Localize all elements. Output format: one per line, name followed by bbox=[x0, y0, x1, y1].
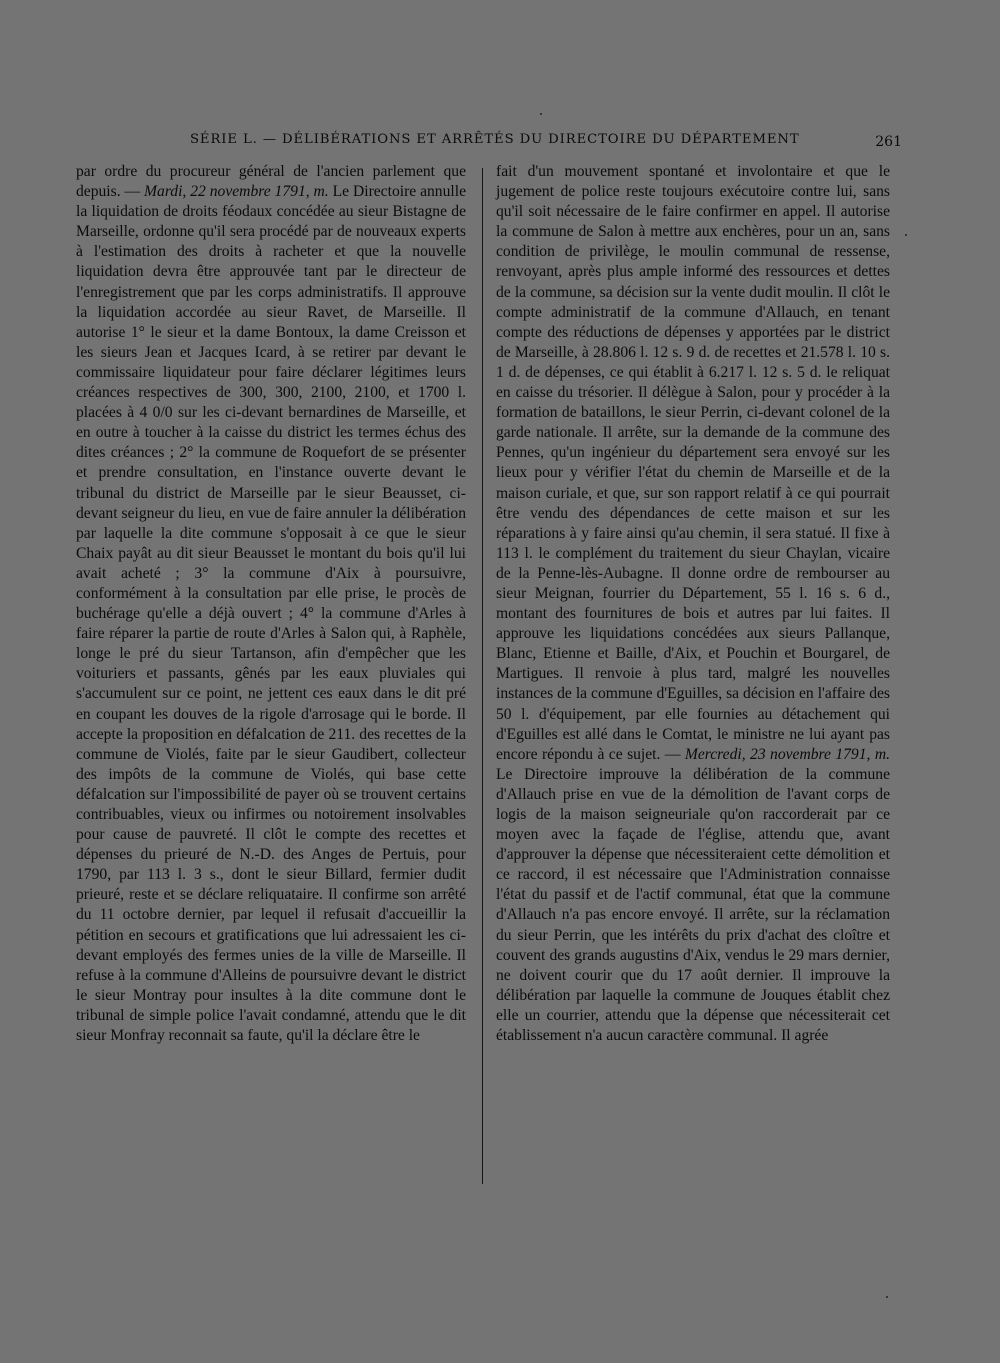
right-text-rest: Le Directoire improuve la délibération de la commune d'Allauch prise en vue de la démolition de l'avant corps de logis de la maison seigneuriale qu'on raccorderait par ce moyen avec la façade de l'église, attendu que, avant d'approuver la dépense que nécessiteraient cette démolition et ce raccord, il est nécessaire que l'Administration connaisse l'état du passif et de l'actif communal, état que la commune d'Allauch n'a pas encore envoyé. Il arrête, sur la réclamation du sieur Perrin, que les intérêts du prix d'achat des cloître et couvent des grands augustins d'Aix, vendus le 29 mars dernier, ne doivent courir que du 17 août dernier. Il improuve la délibération par laquelle la commune de Jouques établit chez elle un courrier, attendu que la dépense que nécessiterait cet établissement n'a aucun caractère communal. Il agrée bbox=[496, 765, 890, 1045]
left-date: Mardi, 22 novembre 1791, m. bbox=[144, 183, 329, 201]
left-paragraph bbox=[76, 162, 466, 1046]
right-paragraph bbox=[496, 162, 890, 1046]
page-number: 261 bbox=[875, 134, 902, 150]
left-text-rest: Le Directoire annulle la liquidation de droits féodaux concédée au sieur Bistagne de Marseille, ordonne qu'il sera procédé par de nouveaux experts à l'estimation des droits à racheter et que la nouvelle liquidation devra être approuvée tant par le directeur de l'enregistrement que par les corps administratifs. Il approuve la liquidation accordée au sieur Ravet, de Marseille. Il autorise 1° le sieur et la dame Bontoux, la dame Creisson et les sieurs Jean et Jacques Icard, à se retirer par devant le commissaire liquidateur pour faire déclarer légitimes leurs créances respectives de 300, 300, 2100, 2100, et 1700 l. placées à 4 0/0 sur les ci-devant bernardines de Marseille, et en outre à toucher à la caisse du district les termes échus des dites créances ; 2° la commune de Roquefort de se présenter et prendre consultation, en l'instance ouverte devant le tribunal du district de Marseille par le sieur Beausset, ci-devant seigneur du lieu, en vue de faire annuler la délibération par laquelle la dite commune s'opposait à ce que le sieur Chaix payât au dit sieur Beausset le montant du bois qu'il lui avait acheté ; 3° la commune d'Aix à poursuivre, conformément à la consultation par elle prise, le procès de buchérage qu'elle a déjà ouvert ; 4° la commune d'Arles à faire réparer la partie de route d'Arles à Salon qui, à Raphèle, longe le pré du sieur Tartanson, afin d'empêcher que les voituriers et passants, gênés par les eaux pluviales qui s'accumulent sur ce point, ne jettent ces eaux dans le dit pré en coupant les douves de la rigole d'arrosage qui le borde. Il accepte la proposition en défalcation de 211. des recettes de la commune de Violés, faite par le sieur Gaudibert, collecteur des impôts de la commune de Violés, qui base cette défalcation sur l'impossibilité de payer où se trouvent certains contribuables, vieux ou infirmes ou notoirement insolvables pour cause de pauvreté. Il clôt le compte des recettes et dépenses du prieuré de N.-D. des Anges de Pertuis, pour 1790, par 113 l. 3 s., dont le sieur Billard, fermier dudit prieuré, reste et se déclare reliquataire. Il confirme son arrêté du 11 octobre dernier, par lequel il refusait d'accueillir la pétition en secours et gratifications que lui adressaient les ci-devant employés des fermes unies de la ville de Marseille. Il refuse à la commune d'Alleins de poursuivre devant le district le sieur Montray pour insultes à la dite commune dont le tribunal de simple police l'avait condamné, attendu que le dit sieur Monfray reconnait sa faute, qu'il la déclare être le bbox=[76, 183, 466, 1045]
left-column bbox=[76, 162, 466, 1046]
left-text-start: par ordre du procureur général de l'ancien parlement que depuis. — bbox=[76, 163, 466, 201]
running-title: SÉRIE L. — DÉLIBÉRATIONS ET ARRÊTÉS DU DIRECTOIRE DU DÉPARTEMENT bbox=[190, 132, 800, 147]
right-date: Mercredi, 23 novembre 1791, m. bbox=[684, 745, 890, 763]
running-head bbox=[0, 132, 1000, 154]
paper-speck bbox=[905, 234, 907, 236]
paper-speck bbox=[540, 113, 542, 115]
paper-speck bbox=[886, 1296, 888, 1298]
column-divider bbox=[482, 168, 483, 1184]
right-column bbox=[496, 162, 890, 1046]
right-text-start: fait d'un mouvement spontané et involontaire et que le jugement de police reste toujours exécutoire contre lui, sans qu'il soit nécessaire de le faire confirmer en appel. Il autorise la commune de Salon à mettre aux enchères, pour un an, sans condition de privilège, le moulin communal de ressense, renvoyant, après plus ample informé des ressources et dettes de la commune, sa décision sur la vente dudit moulin. Il clôt le compte administratif de la commune d'Allauch, en tenant compte des réductions de dépenses y apportées par le district de Marseille, à 28.806 l. 12 s. 9 d. de recettes et 21.578 l. 10 s. 1 d. de dépenses, ce qui établit à 6.217 l. 12 s. 5 d. le reliquat en caisse du trésorier. Il délègue à Salon, pour y procéder à la formation de bataillons, le sieur Perrin, ci-devant colonel de la garde nationale. Il arrête, sur la demande de la commune des Pennes, qu'un ingénieur du département sera envoyé sur les lieux pour y vérifier l'état du chemin de Marseille et de la maison curiale, et que, sur son rapport relatif à ce qui pourrait être vendu des dépendances de cette maison et sur les réparations à y faire ainsi qu'au chemin, il sera statué. Il fixe à 113 l. le complément du traitement du sieur Chaylan, vicaire de la Penne-lès-Aubagne. Il donne ordre de rembourser au sieur Meignan, fourrier du Département, 55 l. 16 s. 6 d., montant des fournitures de bois et autres par lui faites. Il approuve les liquidations concédées aux sieurs Pallanque, Blanc, Etienne et Baille, d'Aix, et Pouchin et Bourgarel, de Martigues. Il renvoie à plus tard, malgré les nouvelles instances de la commune d'Eguilles, sa décision en l'affaire des 50 l. d'équipement, par elle fournies au détachement qui d'Eguilles est allé dans le Comtat, le ministre ne lui ayant pas encore répondu à ce sujet. — bbox=[496, 163, 890, 763]
